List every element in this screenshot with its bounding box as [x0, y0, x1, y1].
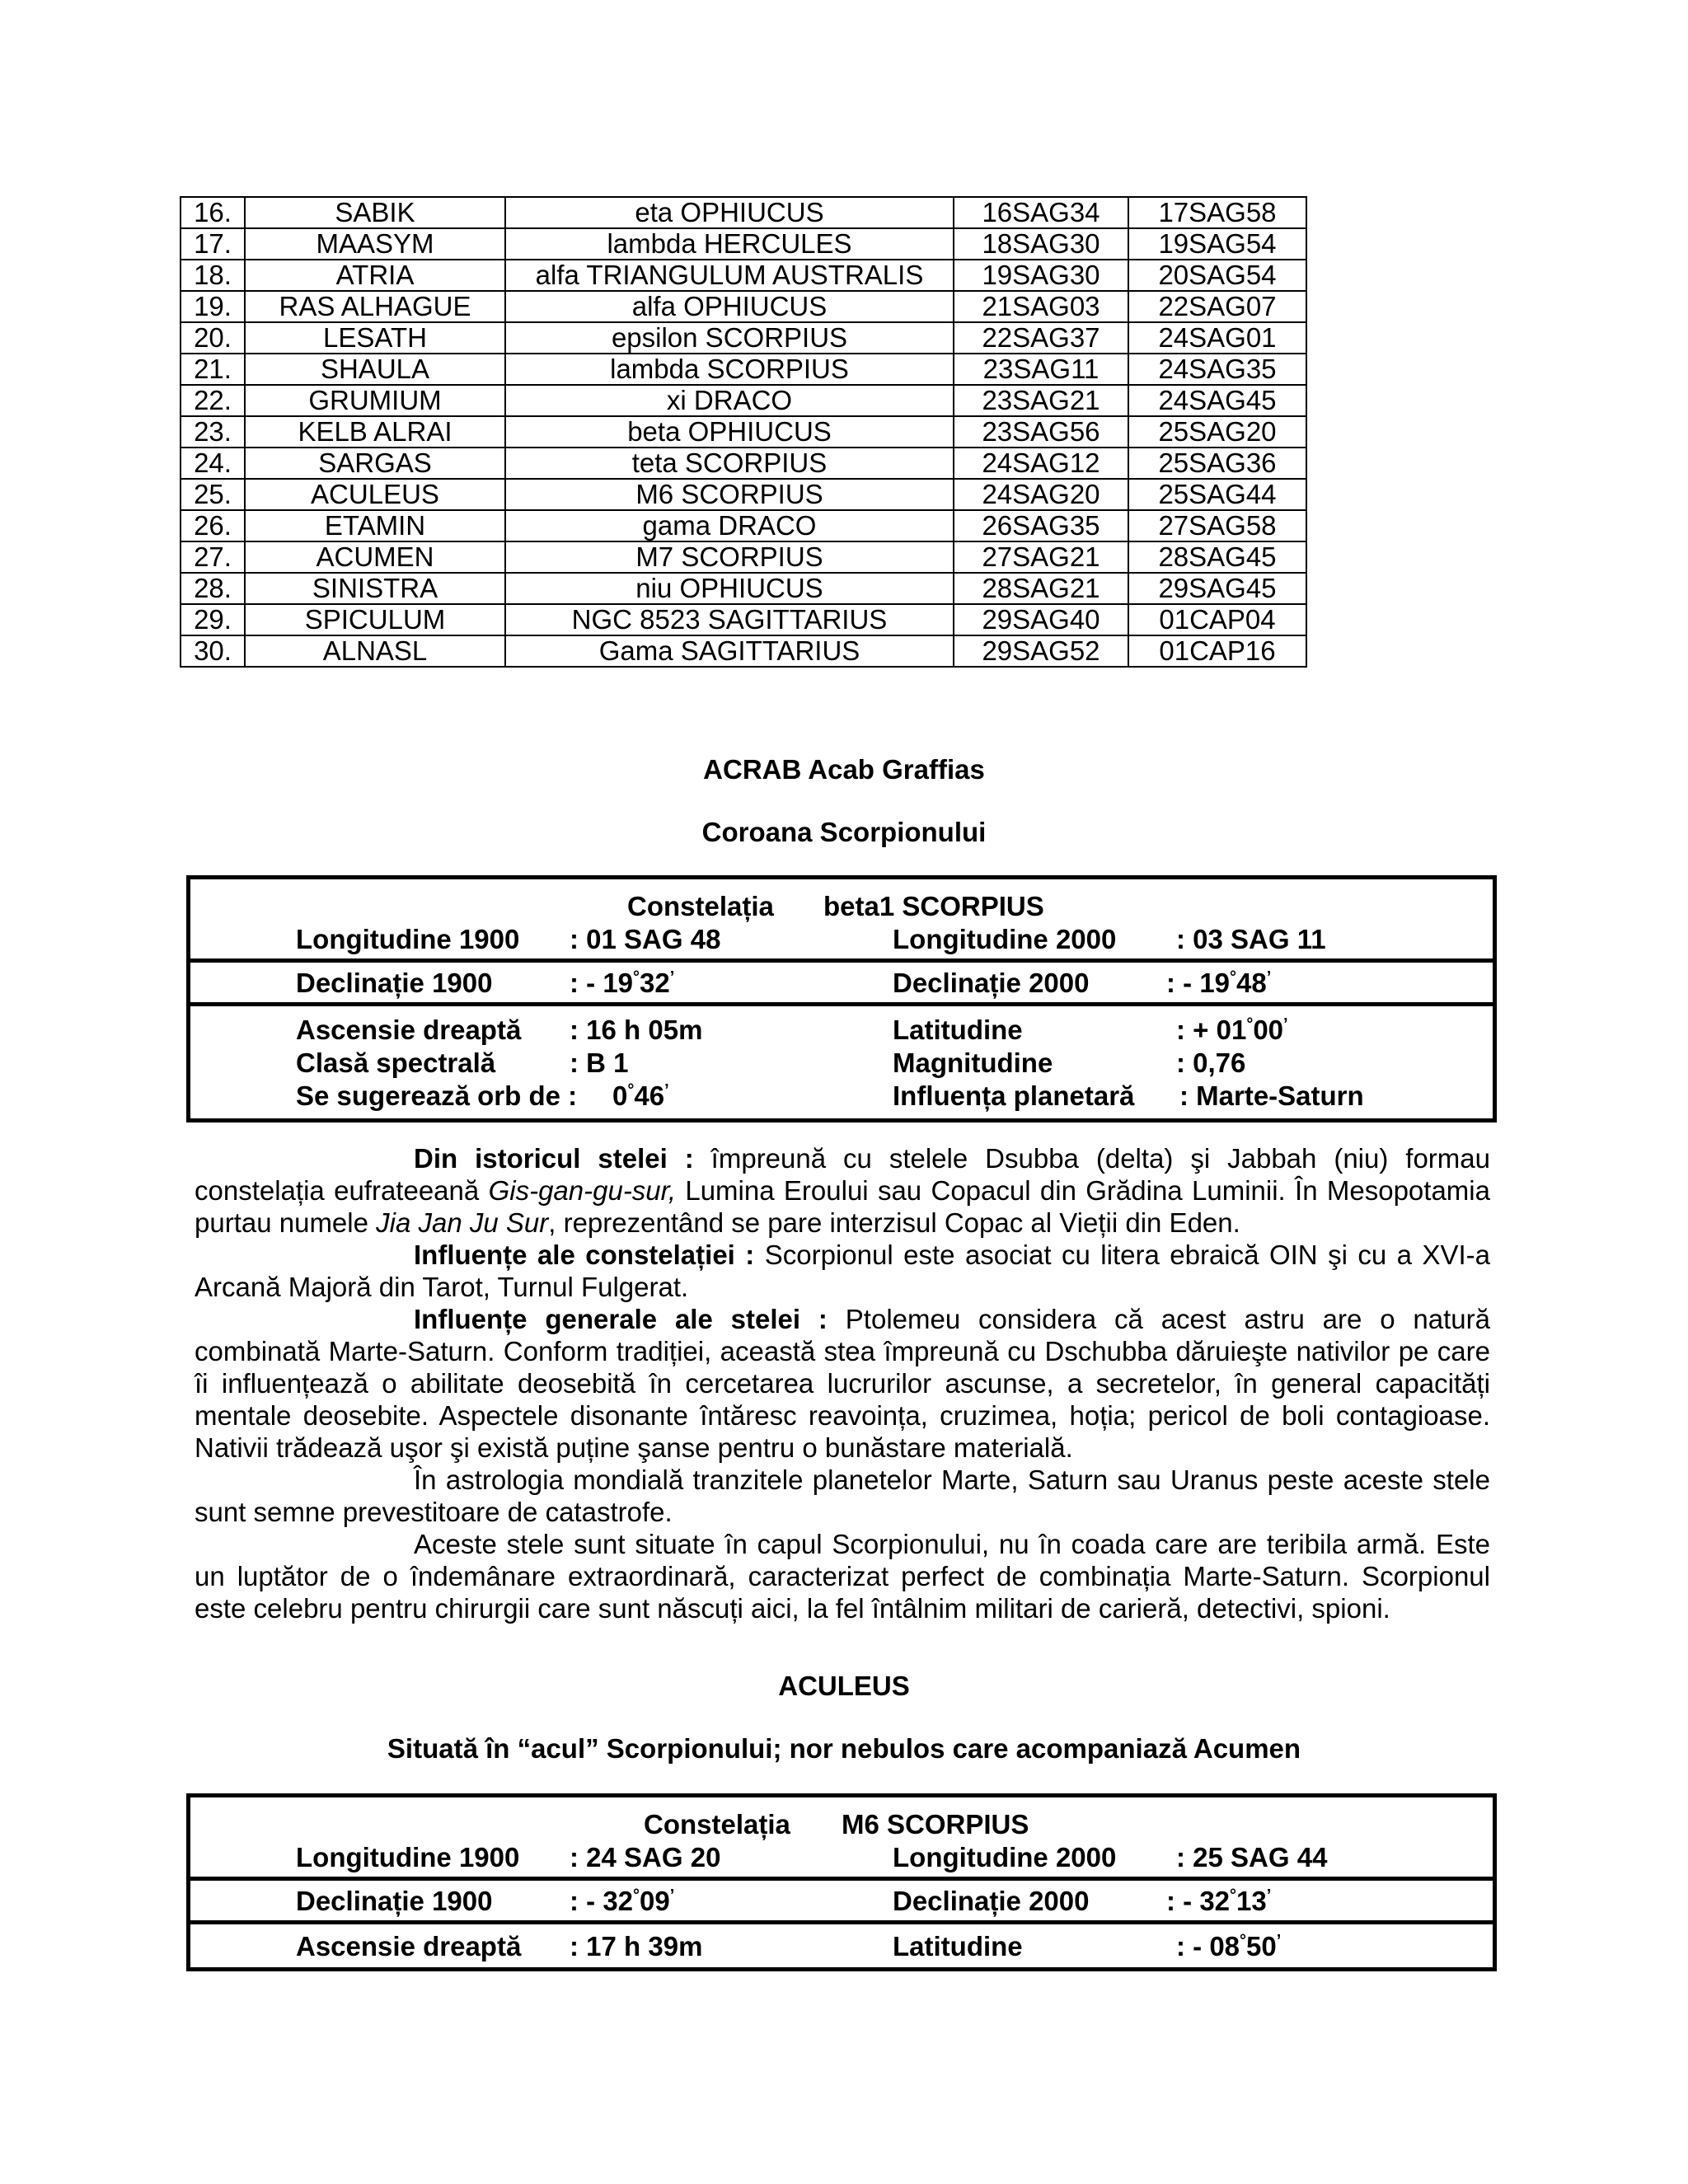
- row-number: 23.: [181, 416, 245, 448]
- spectral-value: : B 1: [570, 1047, 629, 1078]
- longitude-2000: 27SAG58: [1128, 510, 1306, 541]
- acrab-data-box: [186, 875, 1497, 1122]
- magnitude-value: : 0,76: [1176, 1047, 1246, 1078]
- orb-label: Se sugerează orb de :: [296, 1080, 578, 1111]
- star-name: MAASYM: [245, 228, 505, 260]
- star-name: SPICULUM: [245, 604, 505, 635]
- table-row: [181, 448, 1306, 479]
- acrab-article: [195, 1142, 1490, 1624]
- lat-value: : - 08°50’: [1176, 1931, 1282, 1961]
- dec1900-label: Declinație 1900: [296, 1886, 493, 1916]
- aculeus-title: ACULEUS: [778, 1671, 910, 1701]
- spectral-label: Clasă spectrală: [296, 1047, 496, 1078]
- dec1900-label: Declinație 1900: [296, 968, 493, 998]
- star-constellation: lambda HERCULES: [505, 228, 954, 260]
- star-constellation: M7 SCORPIUS: [505, 541, 954, 573]
- row-number: 27.: [181, 541, 245, 573]
- longitude-2000: 29SAG45: [1128, 573, 1306, 604]
- longitude-1900: 23SAG11: [954, 354, 1128, 385]
- longitude-1900: 26SAG35: [954, 510, 1128, 541]
- lon1900-label: Longitudine 1900: [296, 924, 520, 954]
- aculeus-data-box: [186, 1793, 1497, 1971]
- longitude-1900: 29SAG52: [954, 635, 1128, 667]
- mundane-paragraph: În astrologia mondială tranzitele planetelor Marte, Saturn sau Uranus peste aceste stele sunt semne prevestitoare de catastrofe.: [195, 1465, 1490, 1527]
- table-row: [181, 573, 1306, 604]
- lat-label: Latitudine: [893, 1931, 1023, 1961]
- constellation-value: M6 SCORPIUS: [842, 1809, 1029, 1840]
- star-name: RAS ALHAGUE: [245, 291, 505, 322]
- star-constellation: alfa TRIANGULUM AUSTRALIS: [505, 260, 954, 291]
- ra-label: Ascensie dreaptă: [296, 1015, 522, 1045]
- constellation-label: Constelația: [627, 891, 774, 921]
- row-number: 16.: [181, 197, 245, 228]
- row-number: 17.: [181, 228, 245, 260]
- row-number: 19.: [181, 291, 245, 322]
- longitude-2000: 25SAG36: [1128, 448, 1306, 479]
- longitude-2000: 24SAG45: [1128, 385, 1306, 416]
- row-number: 30.: [181, 635, 245, 667]
- longitude-2000: 19SAG54: [1128, 228, 1306, 260]
- longitude-2000: 24SAG35: [1128, 354, 1306, 385]
- planet-label: Influența planetară: [893, 1080, 1135, 1111]
- longitude-1900: 29SAG40: [954, 604, 1128, 635]
- longitude-2000: 22SAG07: [1128, 291, 1306, 322]
- lon2000-label: Longitudine 2000: [893, 924, 1117, 954]
- star-name: LESATH: [245, 322, 505, 354]
- star-name: SABIK: [245, 197, 505, 228]
- longitude-2000: 25SAG44: [1128, 479, 1306, 510]
- star-constellation: alfa OPHIUCUS: [505, 291, 954, 322]
- longitude-1900: 27SAG21: [954, 541, 1128, 573]
- location-paragraph: Aceste stele sunt situate în capul Scorpionului, nu în coada care are teribila armă. Este un luptător de o îndemânare extraordinară, caracterizat perfect de combinația Marte-Saturn. Scorpionul este celebru pentru chirurgii care sunt născuți aici, la fel întâlnim militari de carieră, detectivi, spioni.: [195, 1529, 1490, 1624]
- lon2000-value: : 25 SAG 44: [1176, 1842, 1328, 1872]
- row-number: 18.: [181, 260, 245, 291]
- dec2000-value: : - 19°48’: [1166, 968, 1272, 998]
- row-number: 26.: [181, 510, 245, 541]
- longitude-2000: 01CAP16: [1128, 635, 1306, 667]
- magnitude-label: Magnitudine: [893, 1047, 1053, 1078]
- longitude-1900: 24SAG20: [954, 479, 1128, 510]
- table-row: [181, 604, 1306, 635]
- constellation-label: Constelația: [644, 1809, 790, 1840]
- dec1900-value: : - 32°09’: [570, 1886, 675, 1916]
- longitude-2000: 17SAG58: [1128, 197, 1306, 228]
- lon1900-value: : 24 SAG 20: [570, 1842, 721, 1872]
- star-constellation: eta OPHIUCUS: [505, 197, 954, 228]
- constellation-value: beta1 SCORPIUS: [823, 891, 1044, 921]
- star-name: ETAMIN: [245, 510, 505, 541]
- star-name: SINISTRA: [245, 573, 505, 604]
- star-name: ACULEUS: [245, 479, 505, 510]
- longitude-2000: 25SAG20: [1128, 416, 1306, 448]
- longitude-2000: 01CAP04: [1128, 604, 1306, 635]
- star-name: SHAULA: [245, 354, 505, 385]
- longitude-1900: 16SAG34: [954, 197, 1128, 228]
- row-number: 20.: [181, 322, 245, 354]
- star-name: GRUMIUM: [245, 385, 505, 416]
- lon1900-label: Longitudine 1900: [296, 1842, 520, 1872]
- row-number: 22.: [181, 385, 245, 416]
- star-name: ACUMEN: [245, 541, 505, 573]
- lat-label: Latitudine: [893, 1015, 1023, 1045]
- table-row: [181, 260, 1306, 291]
- longitude-1900: 18SAG30: [954, 228, 1128, 260]
- row-number: 25.: [181, 479, 245, 510]
- longitude-1900: 23SAG56: [954, 416, 1128, 448]
- star-constellation: lambda SCORPIUS: [505, 354, 954, 385]
- table-row: [181, 510, 1306, 541]
- longitude-2000: 28SAG45: [1128, 541, 1306, 573]
- table-row: [181, 322, 1306, 354]
- ra-value: : 17 h 39m: [570, 1931, 703, 1961]
- orb-value: 0°46’: [612, 1080, 669, 1111]
- table-row: [181, 541, 1306, 573]
- star-constellation: epsilon SCORPIUS: [505, 322, 954, 354]
- acrab-subtitle: Coroana Scorpionului: [701, 817, 987, 847]
- row-number: 21.: [181, 354, 245, 385]
- star-constellation: xi DRACO: [505, 385, 954, 416]
- table-row: [181, 416, 1306, 448]
- planet-value: : Marte-Saturn: [1179, 1080, 1364, 1111]
- dec2000-label: Declinație 2000: [893, 1886, 1090, 1916]
- dec1900-value: : - 19°32’: [570, 968, 675, 998]
- lon2000-value: : 03 SAG 11: [1176, 924, 1326, 954]
- star-constellation: NGC 8523 SAGITTARIUS: [505, 604, 954, 635]
- longitude-2000: 20SAG54: [1128, 260, 1306, 291]
- table-row: [181, 228, 1306, 260]
- longitude-1900: 24SAG12: [954, 448, 1128, 479]
- table-row: [181, 354, 1306, 385]
- general-influence-paragraph: Influențe generale ale stelei : Ptolemeu considera că acest astru are o natură combinată Marte-Saturn. Conform tradiției, această stea împreună cu Dschubba dăruieşte nativilor pe care îi influențează o abilitate deosebită în cercetarea lucrurilor ascunse, a secretelor, în general capacități mentale deosebite. Aspectele disonante întăresc reavoința, cruzimea, hoția; pericol de boli contagioase. Nativii trădează uşor şi există puține şanse pentru o bunăstare materială.: [195, 1304, 1490, 1463]
- star-name: ATRIA: [245, 260, 505, 291]
- row-number: 24.: [181, 448, 245, 479]
- table-row: [181, 197, 1306, 228]
- ra-value: : 16 h 05m: [570, 1015, 703, 1045]
- longitude-1900: 19SAG30: [954, 260, 1128, 291]
- star-constellation: beta OPHIUCUS: [505, 416, 954, 448]
- star-constellation: Gama SAGITTARIUS: [505, 635, 954, 667]
- dec2000-value: : - 32°13’: [1166, 1886, 1272, 1916]
- ra-label: Ascensie dreaptă: [296, 1931, 522, 1961]
- longitude-1900: 28SAG21: [954, 573, 1128, 604]
- table-row: [181, 635, 1306, 667]
- star-constellation: teta SCORPIUS: [505, 448, 954, 479]
- star-constellation: gama DRACO: [505, 510, 954, 541]
- star-name: SARGAS: [245, 448, 505, 479]
- star-name: ALNASL: [245, 635, 505, 667]
- table-row: [181, 479, 1306, 510]
- star-name: KELB ALRAI: [245, 416, 505, 448]
- longitude-2000: 24SAG01: [1128, 322, 1306, 354]
- acrab-title: ACRAB Acab Graffias: [703, 754, 985, 785]
- star-constellation: M6 SCORPIUS: [505, 479, 954, 510]
- table-row: [181, 385, 1306, 416]
- table-row: [181, 291, 1306, 322]
- aculeus-subtitle: Situată în “acul” Scorpionului; nor nebulos care acompaniază Acumen: [387, 1733, 1301, 1764]
- lon1900-value: : 01 SAG 48: [570, 924, 721, 954]
- dec2000-label: Declinație 2000: [893, 968, 1090, 998]
- row-number: 29.: [181, 604, 245, 635]
- longitude-1900: 23SAG21: [954, 385, 1128, 416]
- longitude-1900: 22SAG37: [954, 322, 1128, 354]
- star-constellation: niu OPHIUCUS: [505, 573, 954, 604]
- history-paragraph: Din istoricul stelei : împreună cu stelele Dsubba (delta) şi Jabbah (niu) formau constelația eufrateeană Gis-gan-gu-sur, Lumina Eroului sau Copacul din Grădina Luminii. În Mesopotamia purtau numele Jia Jan Ju Sur, reprezentând se pare interzisul Copac al Vieții din Eden.: [195, 1143, 1490, 1238]
- stars-table: [180, 196, 1307, 668]
- constellation-influence-paragraph: Influențe ale constelației : Scorpionul este asociat cu litera ebraică OIN şi cu a XVI-a Arcană Majoră din Tarot, Turnul Fulgerat.: [195, 1240, 1490, 1302]
- longitude-1900: 21SAG03: [954, 291, 1128, 322]
- lat-value: : + 01°00’: [1176, 1015, 1288, 1045]
- row-number: 28.: [181, 573, 245, 604]
- lon2000-label: Longitudine 2000: [893, 1842, 1117, 1872]
